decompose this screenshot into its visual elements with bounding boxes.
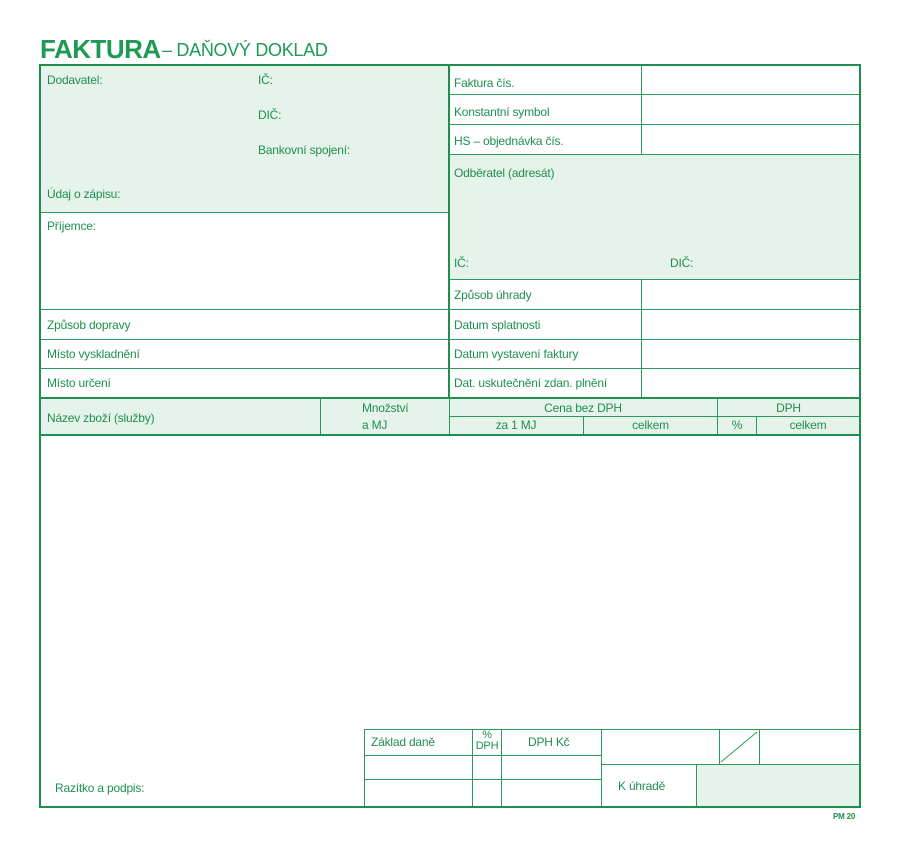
form-code: PM 20 <box>833 812 856 821</box>
price-header: Cena bez DPH <box>544 401 622 415</box>
document-title: FAKTURA <box>40 34 161 64</box>
invoice-number-label: Faktura čís. <box>454 76 515 90</box>
taxable-date-label: Dat. uskutečnění zdan. plnění <box>454 376 607 390</box>
customer-dic-label: DIČ: <box>670 256 694 270</box>
per-unit-header: za 1 MJ <box>495 418 537 432</box>
quantity-header-line2: a MJ <box>362 418 388 432</box>
storage-label: Místo vyskladnění <box>47 347 140 361</box>
diagonal-slash-icon <box>719 730 759 764</box>
quantity-header-line1: Množství <box>362 401 409 415</box>
customer-ic-label: IČ: <box>454 256 469 270</box>
customer-label: Odběratel (adresát) <box>454 166 555 180</box>
recipient-label: Příjemce: <box>47 219 96 233</box>
price-total-header: celkem <box>632 418 669 432</box>
supplier-bank-label: Bankovní spojení: <box>258 143 350 157</box>
vat-czk-label: DPH Kč <box>528 735 570 749</box>
tax-base-label: Základ daně <box>371 735 435 749</box>
order-number-label: HS – objednávka čís. <box>454 134 564 148</box>
due-date-label: Datum splatnosti <box>454 318 541 332</box>
payment-method-label: Způsob úhrady <box>454 288 532 302</box>
supplier-ic-label: IČ: <box>258 73 273 87</box>
issue-date-label: Datum vystavení faktury <box>454 347 579 361</box>
vat-pct-bottom-label: DPH <box>475 740 499 752</box>
destination-label: Místo určení <box>47 376 111 390</box>
vat-pct-top-label: % <box>482 729 492 741</box>
vat-total-header: celkem <box>789 418 827 432</box>
registry-label: Údaj o zápisu: <box>47 187 121 201</box>
supplier-dic-label: DIČ: <box>258 108 282 122</box>
vat-percent-header: % <box>731 418 743 432</box>
to-pay-label: K úhradě <box>618 779 666 793</box>
transport-label: Způsob dopravy <box>47 318 131 332</box>
stamp-signature-label: Razítko a podpis: <box>55 781 145 795</box>
vat-header: DPH <box>776 401 801 415</box>
item-name-header: Název zboží (služby) <box>47 411 155 425</box>
document-subtitle: – DAŇOVÝ DOKLAD <box>162 40 328 60</box>
to-pay-amount-box <box>697 765 859 806</box>
constant-symbol-label: Konstantní symbol <box>454 105 550 119</box>
supplier-label: Dodavatel: <box>47 73 103 87</box>
